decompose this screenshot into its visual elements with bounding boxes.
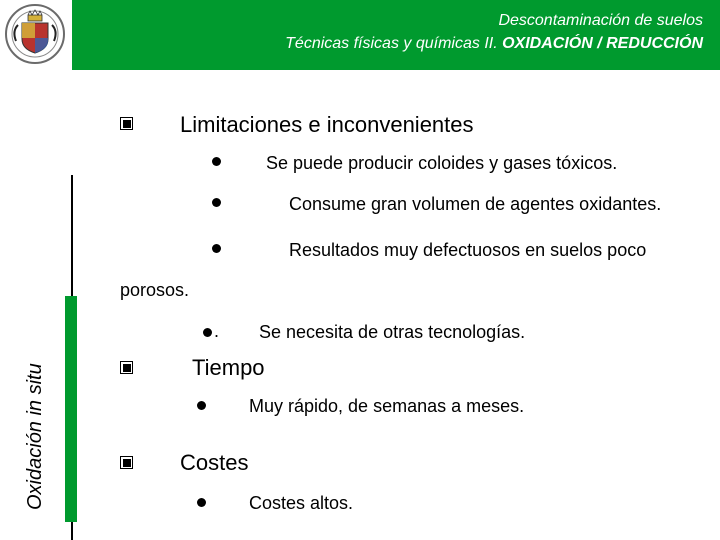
list-item-continuation: porosos. [120,280,190,300]
list-item: Costes altos. [249,493,354,513]
list-item: Resultados muy defectuosos en suelos poco [289,240,647,260]
round-bullet-icon [212,244,221,253]
round-bullet-icon [203,328,212,337]
sidebar-label: Oxidación in situ [24,363,46,510]
header-title-line2-bold: OXIDACIÓN / REDUCCIÓN [502,35,703,52]
square-bullet-icon [120,361,133,374]
square-bullet-icon [120,456,133,469]
round-bullet-icon [197,498,206,507]
logo-container [0,0,72,70]
bullet-period: . [214,321,220,341]
list-item: Se puede producir coloides y gases tóxicos. [266,153,618,173]
section-heading-costes: Costes [180,450,249,475]
round-bullet-icon [197,401,206,410]
section-heading-limitaciones: Limitaciones e inconvenientes [180,112,474,137]
list-item: Se necesita de otras tecnologías. [259,322,526,342]
header-bar [0,0,720,70]
header-title-line2-prefix: Técnicas físicas y químicas II. [285,35,503,52]
square-bullet-icon [120,117,133,130]
vertical-accent-bar [65,296,77,522]
university-seal-icon [4,3,66,65]
header-title-line2 [285,35,703,53]
round-bullet-icon [212,198,221,207]
list-item: Muy rápido, de semanas a meses. [249,396,525,416]
round-bullet-icon [212,157,221,166]
header-title-line1: Descontaminación de suelos [498,12,703,29]
list-item: Consume gran volumen de agentes oxidantes. [289,194,662,214]
section-heading-tiempo: Tiempo [192,355,265,380]
